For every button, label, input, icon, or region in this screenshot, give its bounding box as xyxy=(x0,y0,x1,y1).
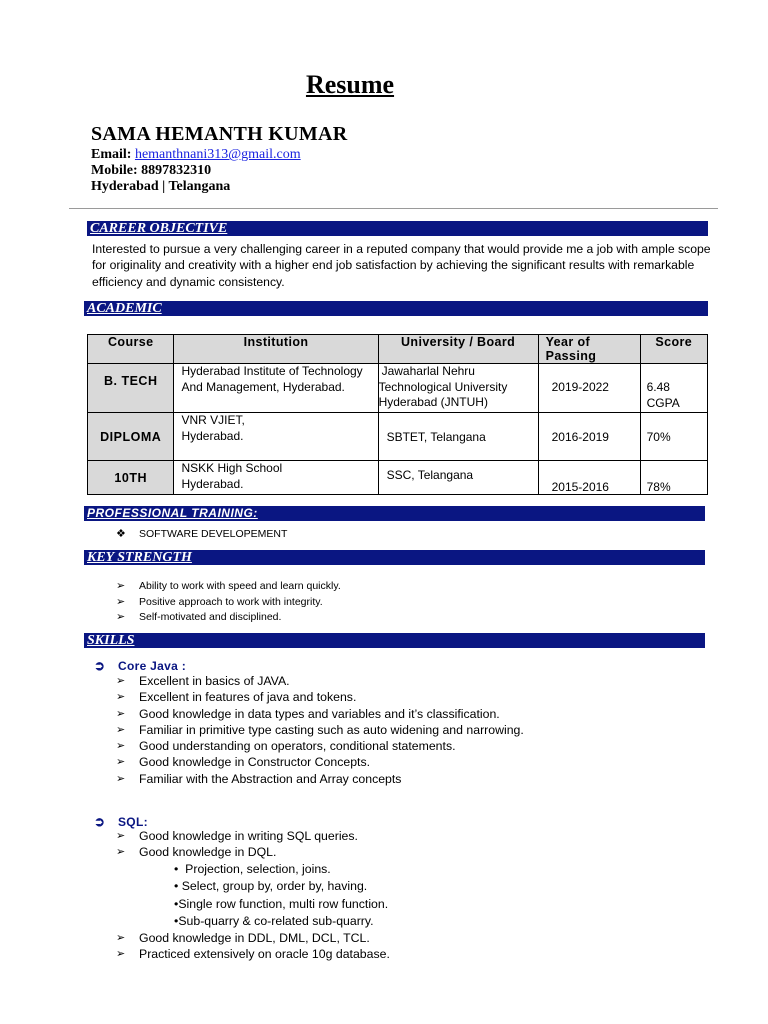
row-institution xyxy=(174,461,378,495)
list-item-text: Sub-quarry & co-related sub-quarry. xyxy=(178,913,374,928)
core-java-title: Core Java : xyxy=(118,659,186,673)
col-institution: Institution xyxy=(174,335,378,364)
list-item-text: Ability to work with speed and learn quickly. xyxy=(139,580,341,592)
col-year-line2: Passing xyxy=(545,349,597,363)
arrow-bullet-icon: ➢ xyxy=(116,740,126,753)
list-item-text: Good knowledge in DQL. xyxy=(139,845,277,860)
list-item-text: Familiar with the Abstraction and Array concepts xyxy=(139,771,402,786)
list-item xyxy=(174,913,388,930)
arrow-bullet-icon: ➢ xyxy=(116,830,126,842)
list-item xyxy=(116,738,524,754)
list-item-text: Excellent in features of java and tokens. xyxy=(139,690,357,705)
list-item xyxy=(116,844,358,860)
dot-bullet-icon: • xyxy=(174,879,182,894)
list-item xyxy=(116,706,524,722)
list-item xyxy=(116,579,341,595)
list-item xyxy=(174,861,388,878)
row-score xyxy=(640,364,707,413)
list-item xyxy=(174,896,388,913)
list-item-text: Good knowledge in DDL, DML, DCL, TCL. xyxy=(139,931,370,945)
email-link[interactable]: hemanthnani313@gmail.com xyxy=(134,147,301,162)
academic-heading: ACADEMIC xyxy=(84,301,708,316)
arrow-bullet-icon: ➢ xyxy=(116,772,126,785)
dot-bullet-icon: • xyxy=(174,913,179,928)
row-institution xyxy=(174,413,378,461)
list-item xyxy=(116,946,390,962)
candidate-name: SAMA HEMANTH KUMAR xyxy=(91,123,348,145)
list-item-text: SOFTWARE DEVELOPEMENT xyxy=(139,528,288,540)
list-item-text: Excellent in basics of JAVA. xyxy=(139,674,290,688)
list-item xyxy=(116,689,524,705)
row-year: 2015-2016 xyxy=(538,461,640,495)
header-divider xyxy=(69,208,718,209)
list-item-text: Single row function, multi row function. xyxy=(178,896,389,911)
row-institution-line: Hyderabad. xyxy=(181,476,244,491)
list-item-text: Familiar in primitive type casting such as auto widening and narrowing. xyxy=(139,722,524,737)
row-institution-line: Hyderabad Institute of Technology xyxy=(181,364,363,378)
row-score: 78% xyxy=(640,461,707,495)
arrow-bullet-icon: ➢ xyxy=(116,723,126,736)
resume-title: Resume xyxy=(305,70,395,99)
arrow-bullet-icon: ➢ xyxy=(116,691,126,704)
col-course: Course xyxy=(88,335,174,364)
location-line: Hyderabad | Telangana xyxy=(91,179,231,194)
email-line xyxy=(91,147,301,163)
list-item-text: Projection, selection, joins. xyxy=(185,862,331,876)
col-year-line1: Year of xyxy=(545,335,591,349)
list-item-text: Good knowledge in Constructor Concepts. xyxy=(139,755,371,770)
career-objective-heading: CAREER OBJECTIVE xyxy=(87,221,708,236)
key-strength-heading: KEY STRENGTH xyxy=(84,550,705,565)
sql-title: SQL: xyxy=(118,815,148,829)
list-item-text: Good understanding on operators, conditional statements. xyxy=(139,739,456,754)
row-university xyxy=(378,364,538,413)
list-item xyxy=(116,595,341,611)
row-university-line: Jawaharlal Nehru xyxy=(381,364,475,378)
list-item xyxy=(116,722,524,738)
hook-arrow-icon: ➲ xyxy=(94,814,106,829)
row-institution-line: NSKK High School xyxy=(181,461,283,475)
table-row xyxy=(88,461,708,495)
table-row xyxy=(88,413,708,461)
list-item-text: Good knowledge in data types and variables and it’s classification. xyxy=(139,706,500,721)
row-university-line: Technological University xyxy=(378,379,508,394)
sql-sub-list xyxy=(174,861,388,930)
row-institution-line: And Management, Hyderabad. xyxy=(181,379,345,394)
row-institution-line: Hyderabad. xyxy=(181,428,244,443)
professional-training-heading: PROFESSIONAL TRAINING: xyxy=(84,506,705,521)
diamond-bullet-icon: ❖ xyxy=(116,528,126,540)
list-item-text: Select, group by, order by, having. xyxy=(181,879,368,894)
table-row xyxy=(88,364,708,413)
sql-skill-list xyxy=(116,828,358,861)
row-university-line: Hyderabad (JNTUH) xyxy=(378,395,488,409)
arrow-bullet-icon: ➢ xyxy=(116,611,126,623)
row-university: SSC, Telangana xyxy=(378,461,538,495)
strength-list xyxy=(116,579,341,626)
mobile-line: Mobile: 8897832310 xyxy=(91,163,212,178)
arrow-bullet-icon: ➢ xyxy=(116,948,126,961)
dot-bullet-icon: • xyxy=(174,862,186,876)
arrow-bullet-icon: ➢ xyxy=(116,707,126,720)
sql-skill-list-2 xyxy=(116,930,390,963)
arrow-bullet-icon: ➢ xyxy=(116,932,126,944)
training-list xyxy=(116,527,287,543)
academic-table xyxy=(87,334,708,495)
row-year: 2019-2022 xyxy=(538,364,640,413)
list-item xyxy=(116,771,524,787)
list-item xyxy=(116,527,287,543)
list-item xyxy=(116,673,524,689)
arrow-bullet-icon: ➢ xyxy=(116,675,126,687)
arrow-bullet-icon: ➢ xyxy=(116,846,126,859)
row-university: SBTET, Telangana xyxy=(378,413,538,461)
row-score-line: 6.48 xyxy=(646,380,670,394)
skills-heading: SKILLS xyxy=(84,633,705,648)
col-score: Score xyxy=(640,335,707,364)
career-objective-text: Interested to pursue a very challenging career in a reputed company that would provide me a job with ample scope for originality and creativity with a higher end job satisfaction by achieving the significant results with remarkable efficiency and dynamic consistency. xyxy=(92,242,711,289)
list-item-text: Practiced extensively on oracle 10g database. xyxy=(139,947,390,962)
arrow-bullet-icon: ➢ xyxy=(116,595,126,608)
row-score-line: CGPA xyxy=(646,395,680,410)
list-item xyxy=(174,878,388,895)
row-course: 10TH xyxy=(88,461,174,495)
arrow-bullet-icon: ➢ xyxy=(116,756,126,769)
list-item-text: Self-motivated and disciplined. xyxy=(139,611,282,623)
row-year: 2016-2019 xyxy=(538,413,640,461)
dot-bullet-icon: • xyxy=(174,896,179,911)
email-label: Email: xyxy=(91,147,132,162)
row-score: 70% xyxy=(640,413,707,461)
table-header-row xyxy=(88,335,708,364)
java-skill-list xyxy=(116,673,524,787)
list-item xyxy=(116,828,358,844)
hook-arrow-icon: ➲ xyxy=(94,658,106,673)
list-item-text: Positive approach to work with integrity. xyxy=(139,595,323,608)
arrow-bullet-icon: ➢ xyxy=(116,580,126,592)
list-item xyxy=(116,930,390,946)
list-item xyxy=(116,754,524,770)
row-course: DIPLOMA xyxy=(88,413,174,461)
core-java-subheading xyxy=(94,658,186,674)
col-university: University / Board xyxy=(378,335,538,364)
list-item xyxy=(116,610,341,626)
row-course: B. TECH xyxy=(88,364,174,413)
col-year xyxy=(538,335,640,364)
list-item-text: Good knowledge in writing SQL queries. xyxy=(139,829,358,843)
row-institution xyxy=(174,364,378,413)
row-institution-line: VNR VJIET, xyxy=(181,413,245,427)
